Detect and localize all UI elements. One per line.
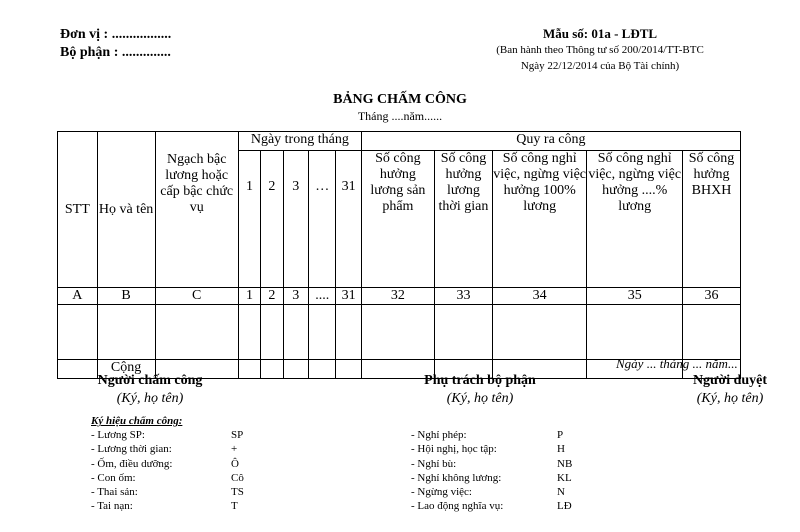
code-cell: A — [58, 288, 98, 305]
list-item: - Ngừng việc: N — [411, 486, 565, 499]
signature-approver-note: (Ký, họ tên) — [696, 391, 764, 406]
header-product-salary-days: Số công hưởng lương sản phẩm — [361, 151, 434, 288]
code-cell: 2 — [261, 288, 283, 305]
header-full-name: Họ và tên — [97, 132, 155, 288]
code-cell: 3 — [283, 288, 308, 305]
page-title: BẢNG CHẤM CÔNG — [333, 92, 467, 107]
header-day-3: 3 — [283, 151, 308, 288]
header-days-in-month: Ngày trong tháng — [238, 132, 361, 151]
code-cell: 36 — [682, 288, 740, 305]
code-cell: 34 — [492, 288, 587, 305]
code-cell: 35 — [587, 288, 683, 305]
header-salary-grade: Ngạch bậc lương hoặc cấp bậc chức vụ — [155, 132, 238, 288]
list-item: - Tai nạn: T — [91, 500, 238, 513]
header-day-ellipsis: … — [308, 151, 335, 288]
unit-label: Đơn vị : ................. — [60, 27, 172, 42]
list-item: - Lương SP: SP — [91, 429, 244, 441]
signature-timekeeper-role: Người chấm công — [97, 373, 203, 388]
date-line: Ngày ... tháng ... năm... — [616, 356, 738, 371]
signature-approver-role: Người duyệt — [692, 373, 768, 388]
timesheet-table — [57, 131, 741, 379]
code-cell: C — [155, 288, 238, 305]
header-full-paid-leave-days: Số công nghỉ việc, ngừng việc hưởng 100% lương — [492, 151, 587, 288]
page-subtitle: Tháng ....năm...... — [357, 109, 443, 123]
code-cell: 32 — [361, 288, 434, 305]
code-cell: B — [97, 288, 155, 305]
signature-timekeeper-note: (Ký, họ tên) — [116, 391, 184, 406]
legend-right-list — [411, 428, 572, 514]
list-item: - Nghỉ phép: P — [411, 429, 564, 441]
department-label: Bộ phận : .............. — [60, 45, 171, 60]
header-time-salary-days: Số công hưởng lương thời gian — [434, 151, 492, 288]
code-cell: .... — [308, 288, 335, 305]
code-cell: 31 — [336, 288, 361, 305]
list-item: - Nghỉ bù: NB — [411, 457, 573, 470]
code-cell: 1 — [238, 288, 260, 305]
code-cell: 33 — [434, 288, 492, 305]
list-item: - Hội nghị, học tập: H — [411, 443, 565, 456]
list-item: - Ốm, điều dưỡng: Ô — [91, 457, 239, 470]
list-item: - Nghỉ không lương: KL — [411, 471, 572, 484]
header-day-1: 1 — [238, 151, 260, 288]
header-social-insurance-days: Số công hưởng BHXH — [682, 151, 740, 288]
list-item: - Lương thời gian: + — [91, 443, 238, 456]
legend-left-list — [91, 428, 244, 514]
header-stt: STT — [58, 132, 98, 288]
list-item: - Con ốm: Cô — [91, 471, 244, 484]
issued-by-line-2: Ngày 22/12/2014 của Bộ Tài chính) — [520, 60, 680, 72]
header-day-31: 31 — [336, 151, 361, 288]
header-converted-workdays: Quy ra công — [361, 132, 740, 151]
signature-department-head-note: (Ký, họ tên) — [446, 391, 514, 406]
table-row — [58, 305, 741, 360]
list-item: - Thai sản: TS — [91, 486, 244, 499]
list-item: - Lao động nghĩa vụ: LĐ — [411, 500, 572, 513]
signature-department-head-role: Phụ trách bộ phận — [424, 373, 536, 388]
header-partial-paid-leave-days: Số công nghỉ việc, ngừng việc hưởng ....% lương — [587, 151, 683, 288]
total-label: Cộng — [97, 360, 155, 379]
header-day-2: 2 — [261, 151, 283, 288]
form-code: Mẫu số: 01a - LĐTL — [542, 26, 658, 41]
issued-by-line-1: (Ban hành theo Thông tư số 200/2014/TT-BTC — [496, 44, 704, 56]
legend-title: Ký hiệu chấm công: — [91, 415, 183, 427]
